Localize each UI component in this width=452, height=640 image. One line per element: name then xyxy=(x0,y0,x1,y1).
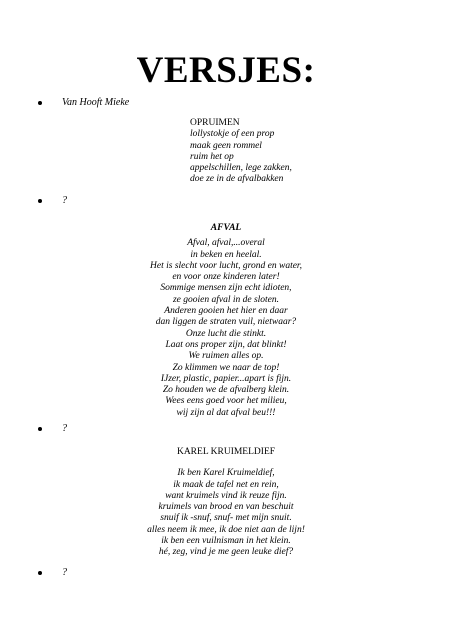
page-title: VERSJES: xyxy=(136,50,316,91)
poem-afval xyxy=(126,223,326,419)
author: Van Hooft Mieke xyxy=(62,97,130,108)
bullet-icon xyxy=(38,571,42,575)
poem-line: Onze lucht die stinkt. xyxy=(185,328,267,339)
poem-line: hé, zeg, vind je me geen leuke dief? xyxy=(158,547,294,558)
poem-line: doe ze in de afvalbakken xyxy=(190,174,284,185)
bullet-icon xyxy=(38,199,42,203)
list-item xyxy=(38,568,67,578)
author: ? xyxy=(62,423,67,434)
list-item xyxy=(38,196,67,206)
poem-line: ik ben een vuilnisman in het klein. xyxy=(161,536,291,547)
bullet-icon xyxy=(38,427,42,431)
poem-line: snuif ik -snuf, snuf- met mijn snuit. xyxy=(160,513,292,524)
bullet-icon xyxy=(38,101,42,105)
poem-line: appelschillen, lege zakken, xyxy=(190,163,292,174)
poem-title: AFVAL xyxy=(210,223,242,233)
poem-line: Wees eens goed voor het milieu, xyxy=(165,396,287,407)
poem-line: Zo houden we de afvalberg klein. xyxy=(162,385,290,396)
poem-line: maak geen rommel xyxy=(190,140,262,151)
poem-line: ze gooien afval in de sloten. xyxy=(172,294,280,305)
poem-line: We ruimen alles op. xyxy=(188,351,264,362)
poem-opruimen xyxy=(190,118,292,186)
poem-line: Sommige mensen zijn echt idioten, xyxy=(160,283,292,294)
poem-line: Anderen gooien het hier en daar xyxy=(164,306,288,317)
poem-line: Ik ben Karel Kruimeldief, xyxy=(177,468,275,479)
list-item xyxy=(38,424,67,434)
poem-line: ruim het op xyxy=(190,151,234,162)
poem-line: Het is slecht voor lucht, grond en water, xyxy=(150,260,302,271)
poem-line: kruimels van brood en van beschuit xyxy=(158,502,294,513)
poem-line: want kruimels vind ik reuze fijn. xyxy=(165,490,287,501)
poem-title: OPRUIMEN xyxy=(190,118,240,128)
poem-line: Laat ons proper zijn, dat blinkt! xyxy=(165,339,287,350)
author: ? xyxy=(62,567,67,578)
poem-karel-kruimeldief xyxy=(126,447,326,559)
poem-line: lollystokje of een prop xyxy=(190,129,275,140)
poem-line: ik maak de tafel net en rein, xyxy=(173,479,279,490)
poem-line: alles neem ik mee, ik doe niet aan de lijn! xyxy=(147,524,305,535)
poem-title: KAREL KRUIMELDIEF xyxy=(176,447,276,457)
poem-line: wij zijn al dat afval beu!!! xyxy=(176,407,276,418)
poem-line: dan liggen de straten vuil, nietwaar? xyxy=(155,317,297,328)
poem-line: Zo klimmen we naar de top! xyxy=(172,362,280,373)
poem-line: IJzer, plastic, papier...apart is fijn. xyxy=(160,373,292,384)
poem-line: en voor onze kinderen later! xyxy=(172,272,280,283)
author: ? xyxy=(62,195,67,206)
poem-line: in beken en heelal. xyxy=(190,249,262,260)
list-item xyxy=(38,98,129,108)
poem-line: Afval, afval,...overal xyxy=(187,238,265,249)
